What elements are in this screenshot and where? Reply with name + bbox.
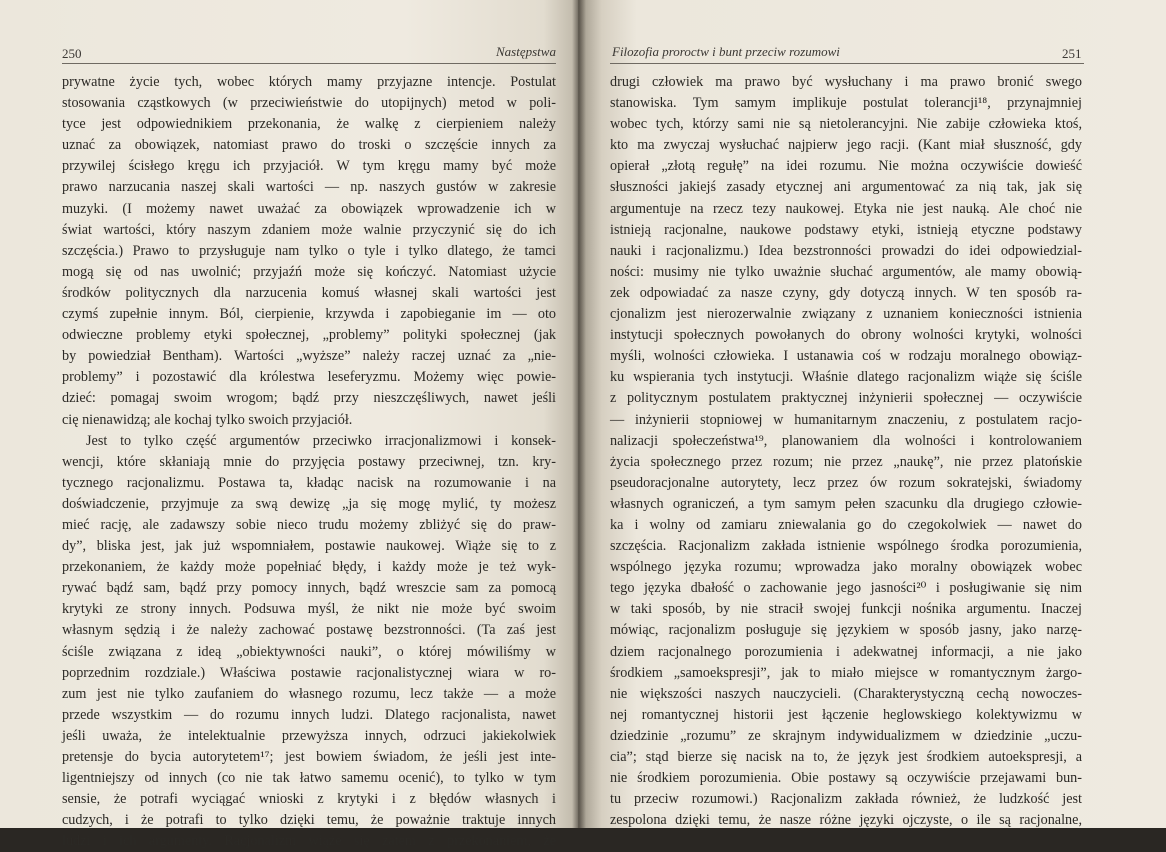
text-line: wobec tych, którzy sami nie są nietolerancyjni. Nie zabije człowieka ktoś, — [610, 116, 1082, 133]
text-line: myśli, wolności człowieka. I ustanawia coś w rodzaju moralnego obowiąz- — [610, 348, 1082, 365]
right-running-head: Filozofia proroctw i bunt przeciw rozumowi — [612, 44, 840, 59]
text-line: ludzi i ich argumenty. Racjonalizm wiąże się zatem z przekonaniem, że — [62, 833, 556, 850]
text-line: dziem racjonalnego porozumienia i adekwatnej informacji, a nie jako — [610, 643, 1082, 660]
text-line: cjonalizm jest nierozerwalnie związany z uznaniem konieczności istnienia — [610, 306, 1082, 323]
text-line: życia społecznego przez rozum; nie przez „naukę”, nie przez platońskie — [610, 453, 1082, 470]
text-line: nie środkiem porozumienia. Obie postawy są oczywiście przejawami bun- — [610, 770, 1082, 787]
text-line: pseudoracjonalne autorytety, lecz przez ów rozum sokratejski, świadomy — [610, 474, 1082, 491]
text-line: szczęścia. Racjonalizm zakłada istnienie wspólnego środka porozumienia, — [610, 538, 1082, 555]
text-line: tu przeciw rozumowi.) Racjonalizm zakłada również, że ludzkość jest — [610, 791, 1082, 808]
text-line: dy”, bliska jest, jak już wspomniałem, postawie naukowej. Wiąże się to z — [62, 538, 556, 555]
text-line: ności: musimy nie tylko uważnie słuchać argumentów, ale mamy obowią- — [610, 263, 1082, 280]
left-page-number: 250 — [62, 46, 82, 61]
text-line: argumentuje na rzecz tezy naukowej. Etyka nie jest nauką. Ale choć nie — [610, 200, 1082, 217]
text-line: mieć rację, ale zadawszy sobie nieco trudu możemy zbliżyć się do praw- — [62, 516, 556, 533]
text-line: nej romantycznej historii jest łączenie heglowskiego kolektywizmu w — [610, 706, 1082, 723]
text-line: rywać bądź sam, bądź przy pomocy innych, bądź wreszcie sam za pomocą — [62, 580, 556, 597]
text-line: zespolona dzięki temu, że nasze różne języki ojczyste, o ile są racjonalne, — [610, 812, 1082, 829]
text-line: czymś zupełnie innym. Ból, cierpienie, krzywda i zapobieganie im — oto — [62, 306, 556, 323]
text-line: nauki i racjonalizmu.) Idea bezstronności prowadzi do idei odpowiedzial- — [610, 242, 1082, 259]
text-line: mogą się od nas uwolnić; przyjaźń może się kończyć. Natomiast użycie — [62, 263, 556, 280]
left-page — [0, 0, 578, 850]
text-line: — inżynierii stopniowej w humanitarnym znaczeniu, z postulatem racjo- — [610, 411, 1082, 428]
text-line: przywilej ścisłego kręgu ich przyjaciół. W tym kręgu mamy być może — [62, 158, 556, 175]
text-line: dziedzinie „rozumu” ze skrajnym indywidualizmem w dziedzinie „uczu- — [610, 727, 1082, 744]
text-line: tyce jest odpowiednikiem przekonania, że walkę z cierpieniem należy — [62, 116, 556, 133]
text-line: przede wszystkim — do rozumu innych ludzi. Dlatego racjonalista, nawet — [62, 706, 556, 723]
left-running-head: Następstwa — [496, 44, 556, 59]
text-line: prywatne życie tych, wobec których mamy przyjazne intencje. Postulat — [62, 74, 556, 90]
text-line: Jest to tylko część argumentów przeciwko irracjonalizmowi i konsek- — [86, 432, 556, 449]
text-line: stanowiska. Tym samym implikuje postulat tolerancji¹⁸, przynajmniej — [610, 95, 1082, 112]
text-line: wencji, które skłaniają mnie do przyjęcia postawy przeciwnej, tzn. kry- — [62, 453, 556, 470]
text-line: cudzych, i że potrafi to tylko dzięki temu, że poważnie traktuje innych — [62, 812, 556, 829]
text-line: kto ma zwyczaj wysłuchać najpierw jego racji. (Kant miał słuszność, gdy — [610, 137, 1082, 154]
text-line: doświadczenie, przyjmuje za swą dewizę „ja się mogę mylić, ty możesz — [62, 495, 556, 512]
text-line: cia”; stąd bierze się nacisk na to, że język jest środkiem autoekspresji, a — [610, 749, 1082, 765]
text-line: ściśle związana z ideą „obiektywności nauki”, o której mówiliśmy w — [62, 643, 556, 660]
text-line: przekonaniem, że każdy może popełniać błędy, i każdy może je też wyk- — [62, 559, 556, 576]
text-line: pretensje do bycia autorytetem¹⁷; jest bowiem świadom, że jeśli jest inte- — [62, 749, 556, 765]
text-line: środkiem „samoekspresji”, jak to miało miejsce w romantycznym żargo- — [610, 664, 1082, 681]
text-line: szczęścia.) Prawo to przysługuje nam tylko o tyle i tylko dlatego, że tamci — [62, 242, 556, 259]
book-gutter — [572, 0, 586, 828]
text-line: muzyki. (I możemy nawet uważać za obowiązek wprowadzenie ich w — [62, 200, 556, 217]
text-line: problemy” i pozostawić dla królestwa leseferyzmu. Możemy więc powie- — [62, 369, 556, 386]
text-line: drugi człowiek ma prawo być wysłuchany i ma prawo bronić swego — [610, 74, 1082, 90]
text-line: istnieją racjonalne, naukowe podstawy etyki, istnieją etyczne podstawy — [610, 221, 1082, 238]
text-line: ka i wolny od zamiaru zniewalania go do czegokolwiek — nawet do — [610, 516, 1082, 533]
text-line: opierał „złotą regułę” na idei rozumu. Nie można oczywiście dowieść — [610, 158, 1082, 175]
text-line: wspólnego języka rozumu; wprowadza jako moralny obowiązek wobec — [610, 559, 1082, 576]
text-line: tego języka dbałość o zachowanie jego jasności²⁰ i posługiwanie się nim — [610, 580, 1082, 597]
text-line: poprzednim rozdziale.) Właściwa postawie racjonalistycznej wiara w ro- — [62, 664, 556, 681]
text-line: prawo narzucania naszej skali wartości — np. naszych gustów w zakresie — [62, 179, 556, 196]
text-line: świat wartości, który naszym zdaniem może walnie przyczynić się do ich — [62, 221, 556, 238]
text-line: sensie, że potrafi wyciągać wnioski z krytyki i z błędów własnych i — [62, 791, 556, 808]
text-line: słuszności jakiejś zasady etycznej ani argumentować za nią tak, jak się — [610, 179, 1082, 196]
text-line: zum jest nie tylko zaufaniem do własnego rozumu, lecz także — a może — [62, 685, 556, 702]
text-line: tycznego racjonalizmu. Postawa ta, kładąc nacisk na rozumowanie i na — [62, 474, 556, 491]
left-body-text — [62, 72, 556, 852]
right-header-rule — [610, 63, 1084, 64]
right-page-number: 251 — [1062, 46, 1082, 61]
text-line: własnym sędzią i że należy zachować postawę bezstronności. (Ta zaś jest — [62, 622, 556, 639]
text-line: nalizacji społeczeństwa¹⁹, planowaniem dla wolności i kontrolowaniem — [610, 432, 1082, 449]
text-line: cię nienawidzą; ale kochaj tylko swoich przyjaciół. — [62, 411, 353, 428]
text-line: krytyki ze strony innych. Podsuwa myśl, że nikt nie może być swoim — [62, 601, 556, 618]
text-line: mówiąc, racjonalizm posługuje się językiem w sposób jasny, jako narzę- — [610, 622, 1082, 639]
text-line: ligentniejszy od innych (co nie tak łatwo samemu ocenić), to tylko w tym — [62, 770, 556, 787]
text-line: zek odpowiadać za nasze czyny, gdy dotyczą innych. W ten sposób ra- — [610, 284, 1082, 301]
text-line: uznać za obowiązek, natomiast prawo do troski o szczęście innych za — [62, 137, 556, 154]
text-line: odwieczne problemy etyki społecznej, „problemy” polityki społecznej (jak — [62, 327, 556, 344]
text-line: stosowania cząstkowych (w przeciwieństwie do utopijnych) metod w poli- — [62, 95, 556, 112]
text-line: nie większości naszych nauczycieli. (Charakterystyczną cechą nowoczes- — [610, 685, 1082, 702]
text-line: ku wspierania tych instytucji. Właśnie dlatego racjonalizm wiąże się ściśle — [610, 369, 1082, 386]
left-header-rule — [62, 63, 556, 64]
right-page — [578, 0, 1166, 828]
text-line: instytucji społecznych powołanych do obrony wolności krytyki, wolności — [610, 327, 1082, 344]
text-line: środków politycznych dla narzucenia komuś własnej skali wartości jest — [62, 284, 556, 301]
text-line: z politycznym postulatem praktycznej inżynierii społecznej — oczywiście — [610, 390, 1082, 407]
text-line: by powiedział Bentham). Wartości „wyższe” należy raczej uznać za „nie- — [62, 348, 556, 365]
right-body-text — [610, 72, 1082, 831]
text-line: w taki sposób, by nie stracił swojej funkcji nośnika argumentu. Inaczej — [610, 601, 1082, 618]
text-line: dzieć: pomagaj swoim wrogom; bądź przy nieszczęśliwych, nawet jeśli — [62, 390, 556, 407]
text-line: jeśli uważa, że intelektualnie przewyższa innych, odrzuci jakiekolwiek — [62, 727, 556, 744]
text-line: własnych ograniczeń, a tym samym pełen szacunku dla drugiego człowie- — [610, 495, 1082, 512]
